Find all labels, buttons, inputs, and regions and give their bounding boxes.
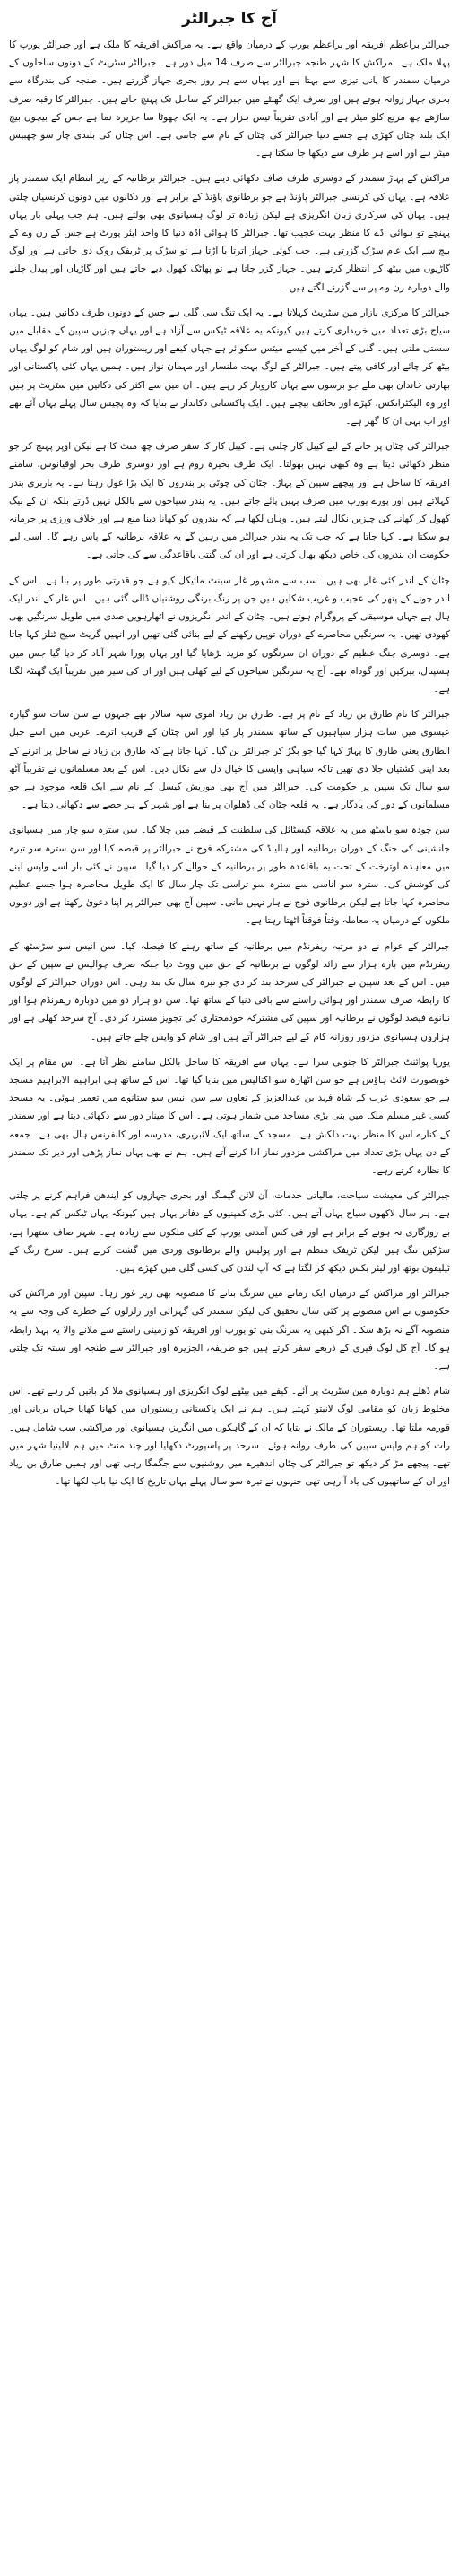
article-paragraph: یورپا پوائنٹ جبرالٹر کا جنوبی سرا ہے۔ یہاں سے افریقہ کا ساحل بالکل سامنے نظر آتا ہے۔ اس مقام پر ایک خوبصورت لائٹ ہاؤس ہے جو سن اٹھارہ سو اکتالیس میں بنایا گیا تھا۔ اس کے ساتھ ہی ابراہیم الابراہیم مسجد ہے جو سعودی عرب کے شاہ فہد بن عبدالعزیز کے تعاون سے سن انیس سو ستانوے میں تعمیر ہوئی۔ یہ مسجد کسی غیر مسلم ملک میں بنی بڑی مساجد میں شمار ہوتی ہے۔ اس کا مینار دور سے دکھائی دیتا ہے اور سمندر کے کنارے اس کا منظر بہت دلکش ہے۔ مسجد کے ساتھ ایک لائبریری، مدرسہ اور کانفرنس ہال بھی ہے۔ جمعہ کے دن یہاں بڑی تعداد میں مراکشی مزدور نماز ادا کرنے آتے ہیں۔ ہم نے بھی یہاں نماز پڑھی اور دیر تک سمندر کا نظارہ کرتے رہے۔ bbox=[9, 1056, 450, 1176]
article-paragraph: جبرالٹر کے عوام نے دو مرتبہ ریفرنڈم میں برطانیہ کے ساتھ رہنے کا فیصلہ کیا۔ سن انیس سو سڑسٹھ کے ریفرنڈم میں بارہ ہزار سے زائد لوگوں نے برطانیہ کے حق میں ووٹ دیا جبکہ صرف چوالیس نے سپین کے حق میں۔ اس کے بعد سپین نے جبرالٹر کی سرحد بند کر دی جو تیرہ سال تک بند رہی۔ اس دوران جبرالٹر کے لوگوں کا رابطہ صرف سمندر اور ہوائی راستے سے باقی دنیا کے ساتھ تھا۔ سن دو ہزار دو میں دوبارہ ریفرنڈم ہوا اور ننانوے فیصد لوگوں نے برطانیہ اور سپین کی مشترکہ خودمختاری کی تجویز مسترد کر دی۔ آج سرحد کھلی ہے اور ہزاروں ہسپانوی مزدور روزانہ کام کے لیے جبرالٹر آتے ہیں اور شام کو واپس چلے جاتے ہیں۔ bbox=[9, 940, 450, 1042]
article-paragraph: شام ڈھلے ہم دوبارہ مین سٹریٹ پر آئے۔ کیفے میں بیٹھے لوگ انگریزی اور ہسپانوی ملا کر باتیں کر رہے تھے۔ اس مخلوط زبان کو مقامی لوگ لانیتو کہتے ہیں۔ ہم نے ایک پاکستانی ریستوران میں کھانا کھایا جہاں بریانی اور قورمہ ملتا تھا۔ ریستوران کے مالک نے بتایا کہ ان کے گاہکوں میں انگریز، ہسپانوی اور مراکشی سب شامل ہیں۔ رات کو ہم واپس سپین کی طرف روانہ ہوئے۔ سرحد پر پاسپورٹ دکھایا اور چند منٹ میں ہم لالینیا شہر میں تھے۔ پیچھے مڑ کر دیکھا تو جبرالٹر کی چٹان اندھیرے میں روشنیوں سے جگمگا رہی تھی اور ہمیں طارق بن زیاد اور ان کے ساتھیوں کی یاد آ رہی تھی جنہوں نے تیرہ سو سال پہلے یہاں تاریخ کا ایک نیا باب لکھا تھا۔ bbox=[9, 1386, 450, 1488]
article-paragraph: جبرالٹر کا نام طارق بن زیاد کے نام پر ہے۔ طارق بن زیاد اموی سپہ سالار تھے جنہوں نے سن سات سو گیارہ عیسوی میں سات ہزار سپاہیوں کے ساتھ سمندر پار کیا اور اس چٹان کے قریب اترے۔ عربی میں اسے جبل الطارق یعنی طارق کا پہاڑ کہا گیا جو بگڑ کر جبرالٹر بن گیا۔ کہا جاتا ہے کہ طارق بن زیاد نے ساحل پر اترنے کے بعد اپنی کشتیاں جلا دی تھیں تاکہ سپاہی واپسی کا خیال دل سے نکال دیں۔ اس کے بعد مسلمانوں نے تقریباً آٹھ سو سال تک سپین پر حکومت کی۔ جبرالٹر میں آج بھی موریش کیسل کے نام سے ایک قلعہ موجود ہے جو مسلمانوں کے دور کی یادگار ہے۔ یہ قلعہ چٹان کی ڈھلوان پر بنا ہے اور شہر کے ہر حصے سے دکھائی دیتا ہے۔ bbox=[9, 709, 450, 811]
article-paragraph: چٹان کے اندر کئی غار بھی ہیں۔ سب سے مشہور غار سینٹ مائیکل کیو ہے جو قدرتی طور پر بنا ہے۔ اس کے اندر چونے کے پتھر کی عجیب و غریب شکلیں ہیں جن پر رنگ برنگی روشنیاں ڈالی گئی ہیں۔ اس غار کے اندر ایک ہال ہے جہاں موسیقی کے پروگرام ہوتے ہیں۔ چٹان کے اندر انگریزوں نے اٹھارہویں صدی میں طویل سرنگیں بھی کھودی تھیں۔ یہ سرنگیں محاصرے کے دوران توپیں رکھنے کے لیے بنائی گئی تھیں اور انہیں گریٹ سیج ٹنلز کہا جاتا ہے۔ دوسری جنگ عظیم کے دوران ان سرنگوں کو مزید بڑھایا گیا اور یہاں پورا شہر آباد کر دیا گیا جس میں ہسپتال، بیرکیں اور گودام تھے۔ آج یہ سرنگیں سیاحوں کے لیے کھلی ہیں اور ان کی سیر میں تقریباً ایک گھنٹہ لگتا ہے۔ bbox=[9, 575, 450, 695]
article-paragraph: جبرالٹر کا مرکزی بازار مین سٹریٹ کہلاتا ہے۔ یہ ایک تنگ سی گلی ہے جس کے دونوں طرف دکانیں ہیں۔ یہاں سیاح بڑی تعداد میں خریداری کرتے ہیں کیونکہ یہ علاقہ ٹیکس سے آزاد ہے اور یہاں چیزیں سپین کے مقابلے میں سستی ملتی ہیں۔ گلی کے آخر میں کیسے میٹس سکوائر ہے جہاں کیفے اور ریستوران ہیں اور شام کو لوگ یہاں بیٹھ کر چائے اور کافی پیتے ہیں۔ جبرالٹر کے لوگ بہت ملنسار اور مہمان نواز ہیں۔ ہمیں یہاں کئی پاکستانی اور بھارتی خاندان بھی ملے جو برسوں سے یہاں کاروبار کر رہے ہیں۔ ان میں سے اکثر کی دکانیں مین سٹریٹ پر ہیں اور وہ الیکٹرانکس، کپڑے اور تحائف بیچتے ہیں۔ ایک پاکستانی دکاندار نے بتایا کہ وہ پچیس سال پہلے یہاں آئے تھے اور اب یہی ان کا گھر ہے۔ bbox=[9, 307, 450, 428]
article-title: آج کا جبرالٹر bbox=[182, 10, 277, 28]
article-paragraph: جبرالٹر براعظم افریقہ اور براعظم یورپ کے درمیان واقع ہے۔ یہ مراکش افریقہ کا ملک ہے اور جبرالٹر یورپ کا پہلا ملک ہے۔ مراکش کا شہر طنجہ جبرالٹر سے صرف 14 میل دور ہے۔ جبرالٹر سٹریٹ کے دونوں ساحلوں کے درمیان سمندر کا پانی تیزی سے بہتا ہے اور یہاں سے ہر روز بحری جہاز گزرتے ہیں۔ طنجہ کی بندرگاہ سے بحری جہاز روانہ ہوتے ہیں اور صرف ایک گھنٹے میں جبرالٹر کے ساحل تک پہنچ جاتے ہیں۔ جبرالٹر کا رقبہ صرف ساڑھے چھ مربع کلو میٹر ہے اور آبادی تقریباً تیس ہزار ہے۔ یہ ایک چھوٹا سا جزیرہ نما ہے جس کے بیچوں بیچ ایک بلند چٹان کھڑی ہے جسے دنیا جبرالٹر کی چٹان کے نام سے جانتی ہے۔ اس چٹان کی بلندی چار سو چھبیس میٹر ہے اور اسے ہر طرف سے دیکھا جا سکتا ہے۔ bbox=[9, 39, 450, 160]
article-paragraph: جبرالٹر کی معیشت سیاحت، مالیاتی خدمات، آن لائن گیمنگ اور بحری جہازوں کو ایندھن فراہم کرنے پر چلتی ہے۔ ہر سال لاکھوں سیاح یہاں آتے ہیں۔ کئی بڑی کمپنیوں کے دفاتر یہاں ہیں کیونکہ یہاں ٹیکس کم ہے۔ یہاں بے روزگاری نہ ہونے کے برابر ہے اور فی کس آمدنی یورپ کے کئی ملکوں سے زیادہ ہے۔ شہر صاف ستھرا ہے، سڑکیں تنگ ہیں لیکن ٹریفک منظم ہے اور پولیس والے برطانوی وردی میں گشت کرتے ہیں۔ سرخ رنگ کے ٹیلیفون بوتھ اور لیٹر بکس دیکھ کر لگتا ہے کہ آپ لندن کی کسی گلی میں کھڑے ہیں۔ bbox=[9, 1190, 450, 1274]
article-paragraph: جبرالٹر اور مراکش کے درمیان ایک زمانے میں سرنگ بنانے کا منصوبہ بھی زیر غور رہا۔ سپین اور مراکش کی حکومتوں نے اس منصوبے پر کئی سال تحقیق کی لیکن سمندر کی گہرائی اور زلزلوں کے خطرے کی وجہ سے یہ منصوبہ آگے نہ بڑھ سکا۔ اگر کبھی یہ سرنگ بنی تو یورپ اور افریقہ کو زمینی راستے سے ملانے والا یہ پہلا رابطہ ہو گا۔ آج کل لوگ فیری کے ذریعے سفر کرتے ہیں جو طریفہ، الجزیرہ اور جبرالٹر سے طنجہ اور سبتہ تک چلتی ہے۔ bbox=[9, 1288, 450, 1372]
article-paragraph: سن چودہ سو باسٹھ میں یہ علاقہ کیسٹائل کی سلطنت کے قبضے میں چلا گیا۔ سن سترہ سو چار میں ہسپانوی جانشینی کی جنگ کے دوران برطانیہ اور ہالینڈ کی مشترکہ فوج نے جبرالٹر پر قبضہ کیا اور سن سترہ سو تیرہ میں معاہدہ اوترخت کے تحت یہ باقاعدہ طور پر برطانیہ کے حوالے کر دیا گیا۔ سپین نے کئی بار اسے واپس لینے کی کوشش کی۔ سترہ سو اناسی سے سترہ سو تراسی تک چار سال کا ایک طویل محاصرہ ہوا جسے عظیم محاصرہ کہا جاتا ہے لیکن برطانوی فوج نے ہار نہیں مانی۔ سپین آج بھی جبرالٹر پر اپنا دعویٰ رکھتا ہے اور دونوں ملکوں کے درمیان یہ معاملہ وقتاً فوقتاً اٹھتا رہتا ہے۔ bbox=[9, 825, 450, 927]
article-body bbox=[9, 36, 450, 1491]
article-paragraph: جبرالٹر کی چٹان پر جانے کے لیے کیبل کار چلتی ہے۔ کیبل کار کا سفر صرف چھ منٹ کا ہے لیکن اوپر پہنچ کر جو منظر دکھائی دیتا ہے وہ کبھی نہیں بھولتا۔ ایک طرف بحیرہ روم ہے اور دوسری طرف بحر اوقیانوس، سامنے افریقہ کا ساحل ہے اور پیچھے سپین کے پہاڑ۔ چٹان کی چوٹی پر بندروں کا ایک بڑا غول رہتا ہے۔ یہ باربری بندر کہلاتے ہیں اور پورے یورپ میں صرف یہیں پائے جاتے ہیں۔ یہ بندر سیاحوں سے بالکل نہیں ڈرتے بلکہ ان کے بیگ کھول کر کھانے کی چیزیں نکال لیتے ہیں۔ وہاں لکھا ہے کہ بندروں کو کھانا دینا منع ہے اور خلاف ورزی پر جرمانہ ہو سکتا ہے۔ کہا جاتا ہے کہ جب تک یہ بندر جبرالٹر میں رہیں گے یہ علاقہ برطانیہ کے پاس رہے گا۔ اسی لیے حکومت ان بندروں کی خاص دیکھ بھال کرتی ہے اور ان کی گنتی باقاعدگی سے کی جاتی ہے۔ bbox=[9, 441, 450, 561]
article-paragraph: مراکش کے پہاڑ سمندر کے دوسری طرف صاف دکھائی دیتے ہیں۔ جبرالٹر برطانیہ کے زیر انتظام ایک سمندر پار علاقہ ہے۔ یہاں کی کرنسی جبرالٹر پاؤنڈ ہے جو برطانوی پاؤنڈ کے برابر ہے اور دکانوں میں دونوں کرنسیاں چلتی ہیں۔ یہاں کی سرکاری زبان انگریزی ہے لیکن زیادہ تر لوگ ہسپانوی بھی بولتے ہیں۔ ہم جب پہلی بار یہاں پہنچے تو ہوائی اڈے کا منظر بہت عجیب تھا۔ جبرالٹر کا ہوائی اڈہ دنیا کا واحد ایئر پورٹ ہے جس کے رن وے کے بیچ سے ایک عام سڑک گزرتی ہے۔ جب کوئی جہاز اترتا یا اڑتا ہے تو سڑک پر ٹریفک روک دی جاتی ہے اور لوگ گاڑیوں میں بیٹھ کر انتظار کرتے ہیں۔ جہاز گزر جاتا ہے تو پھاٹک کھول دیے جاتے ہیں اور گاڑیاں اور پیدل چلنے والے دوبارہ رن وے پر سے گزرنے لگتے ہیں۔ bbox=[9, 173, 450, 293]
